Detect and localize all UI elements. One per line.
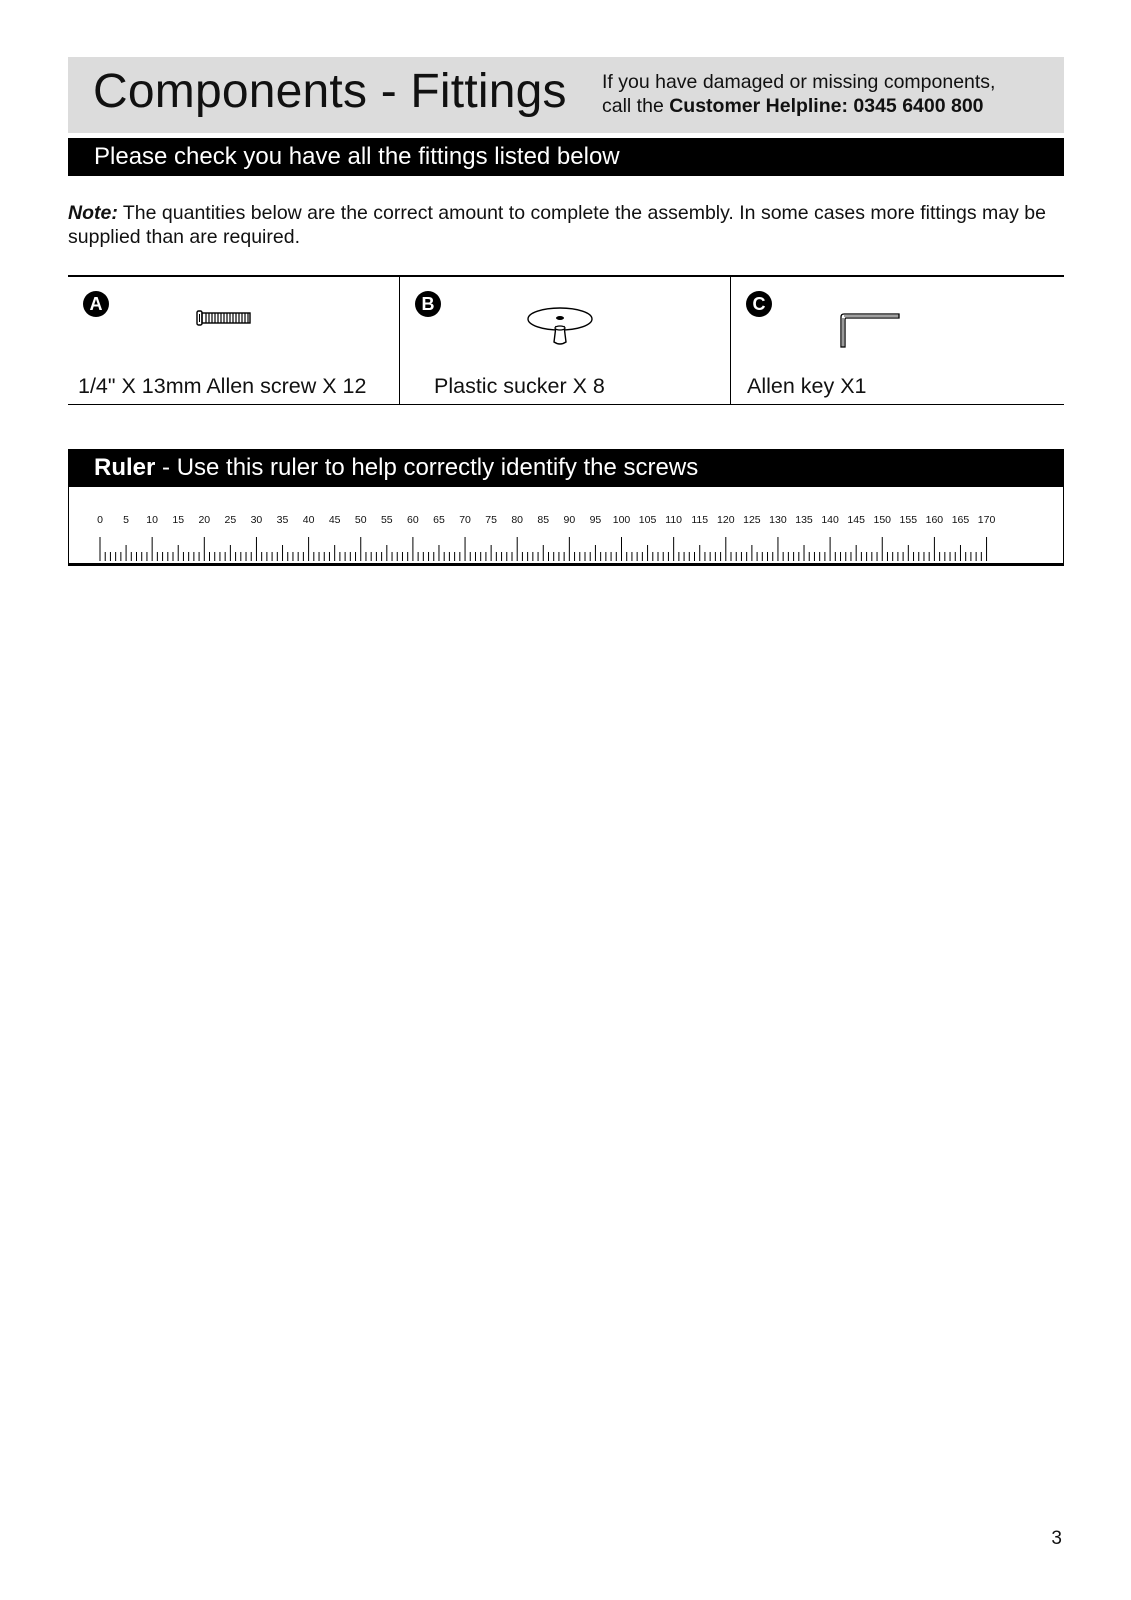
ruler-tick-label: 120	[717, 514, 735, 526]
ruler-tick-label: 160	[925, 514, 944, 526]
note-text: The quantities below are the correct amount to complete the assembly. In some cases more fittings may be supplied than are required.	[68, 202, 1046, 248]
fitting-letter-badge: A	[83, 291, 109, 317]
ruler-tick-label: 130	[769, 514, 787, 526]
ruler-tick-label: 155	[899, 514, 918, 526]
ruler-tick-label: 40	[302, 514, 315, 526]
ruler-tick-label: 25	[224, 514, 237, 526]
fitting-letter-badge: C	[746, 291, 772, 317]
ruler-tick-label: 105	[638, 514, 657, 526]
fittings-table	[68, 275, 1064, 405]
ruler-tick-label: 5	[123, 514, 130, 526]
customer-helpline	[602, 70, 995, 118]
fitting-cell-a	[68, 277, 399, 404]
ruler-tick-label: 50	[354, 514, 367, 526]
ruler-box	[68, 487, 1064, 566]
ruler-tick-label: 30	[250, 514, 263, 526]
ruler-tick-label: 20	[198, 514, 211, 526]
ruler-banner	[68, 449, 1064, 487]
helpline-prefix: call the	[602, 95, 670, 117]
helpline-line-1: If you have damaged or missing components,	[602, 71, 996, 93]
ruler-tick-label: 145	[847, 514, 865, 526]
fitting-cell-c	[730, 277, 1065, 404]
fitting-label: Allen key X1	[747, 374, 867, 398]
ruler-tick-label: 90	[563, 514, 576, 526]
ruler-tick-label: 140	[821, 514, 839, 526]
ruler-tick-label: 60	[407, 514, 419, 526]
fitting-letter-badge: B	[415, 291, 441, 317]
ruler-tick-label: 0	[97, 514, 103, 526]
ruler-tick-label: 125	[743, 514, 761, 526]
ruler-tick-label: 35	[276, 514, 289, 526]
helpline-number: Customer Helpline: 0345 6400 800	[669, 95, 984, 117]
plastic-sucker-icon	[525, 304, 595, 350]
ruler-tick-label: 75	[485, 514, 497, 526]
note-paragraph	[68, 201, 1058, 249]
ruler-tick-label: 150	[873, 514, 892, 526]
ruler-tick-label: 110	[665, 514, 683, 526]
ruler-tick-label: 165	[951, 514, 970, 526]
ruler-tick-label: 45	[328, 514, 341, 526]
note-label: Note:	[68, 202, 118, 224]
page-number: 3	[1051, 1528, 1062, 1549]
fitting-label: 1/4" X 13mm Allen screw X 12	[78, 374, 367, 398]
ruler-banner-title: Ruler	[94, 454, 156, 481]
ruler-tick-label: 170	[977, 514, 996, 526]
ruler-tick-label: 70	[459, 514, 471, 526]
ruler-tick-label: 95	[589, 514, 602, 526]
ruler-tick-label: 10	[146, 514, 158, 526]
screw-ruler	[69, 487, 1062, 563]
ruler-tick-label: 80	[511, 514, 524, 526]
fitting-label: Plastic sucker X 8	[434, 374, 605, 398]
ruler-tick-label: 115	[691, 514, 709, 526]
ruler-tick-label: 15	[172, 514, 185, 526]
ruler-banner-text: - Use this ruler to help correctly identify the screws	[155, 454, 699, 481]
ruler-tick-label: 100	[612, 514, 631, 526]
ruler-tick-label: 65	[433, 514, 445, 526]
fitting-cell-b	[399, 277, 731, 404]
allen-key-icon	[839, 313, 901, 349]
ruler-tick-label: 55	[380, 514, 393, 526]
allen-screw-icon	[193, 309, 255, 327]
page-title: Components - Fittings	[93, 65, 567, 118]
check-fittings-banner: Please check you have all the fittings listed below	[68, 138, 1064, 176]
ruler-tick-label: 135	[795, 514, 813, 526]
ruler-tick-label: 85	[537, 514, 550, 526]
helpline-line-2	[602, 94, 995, 118]
